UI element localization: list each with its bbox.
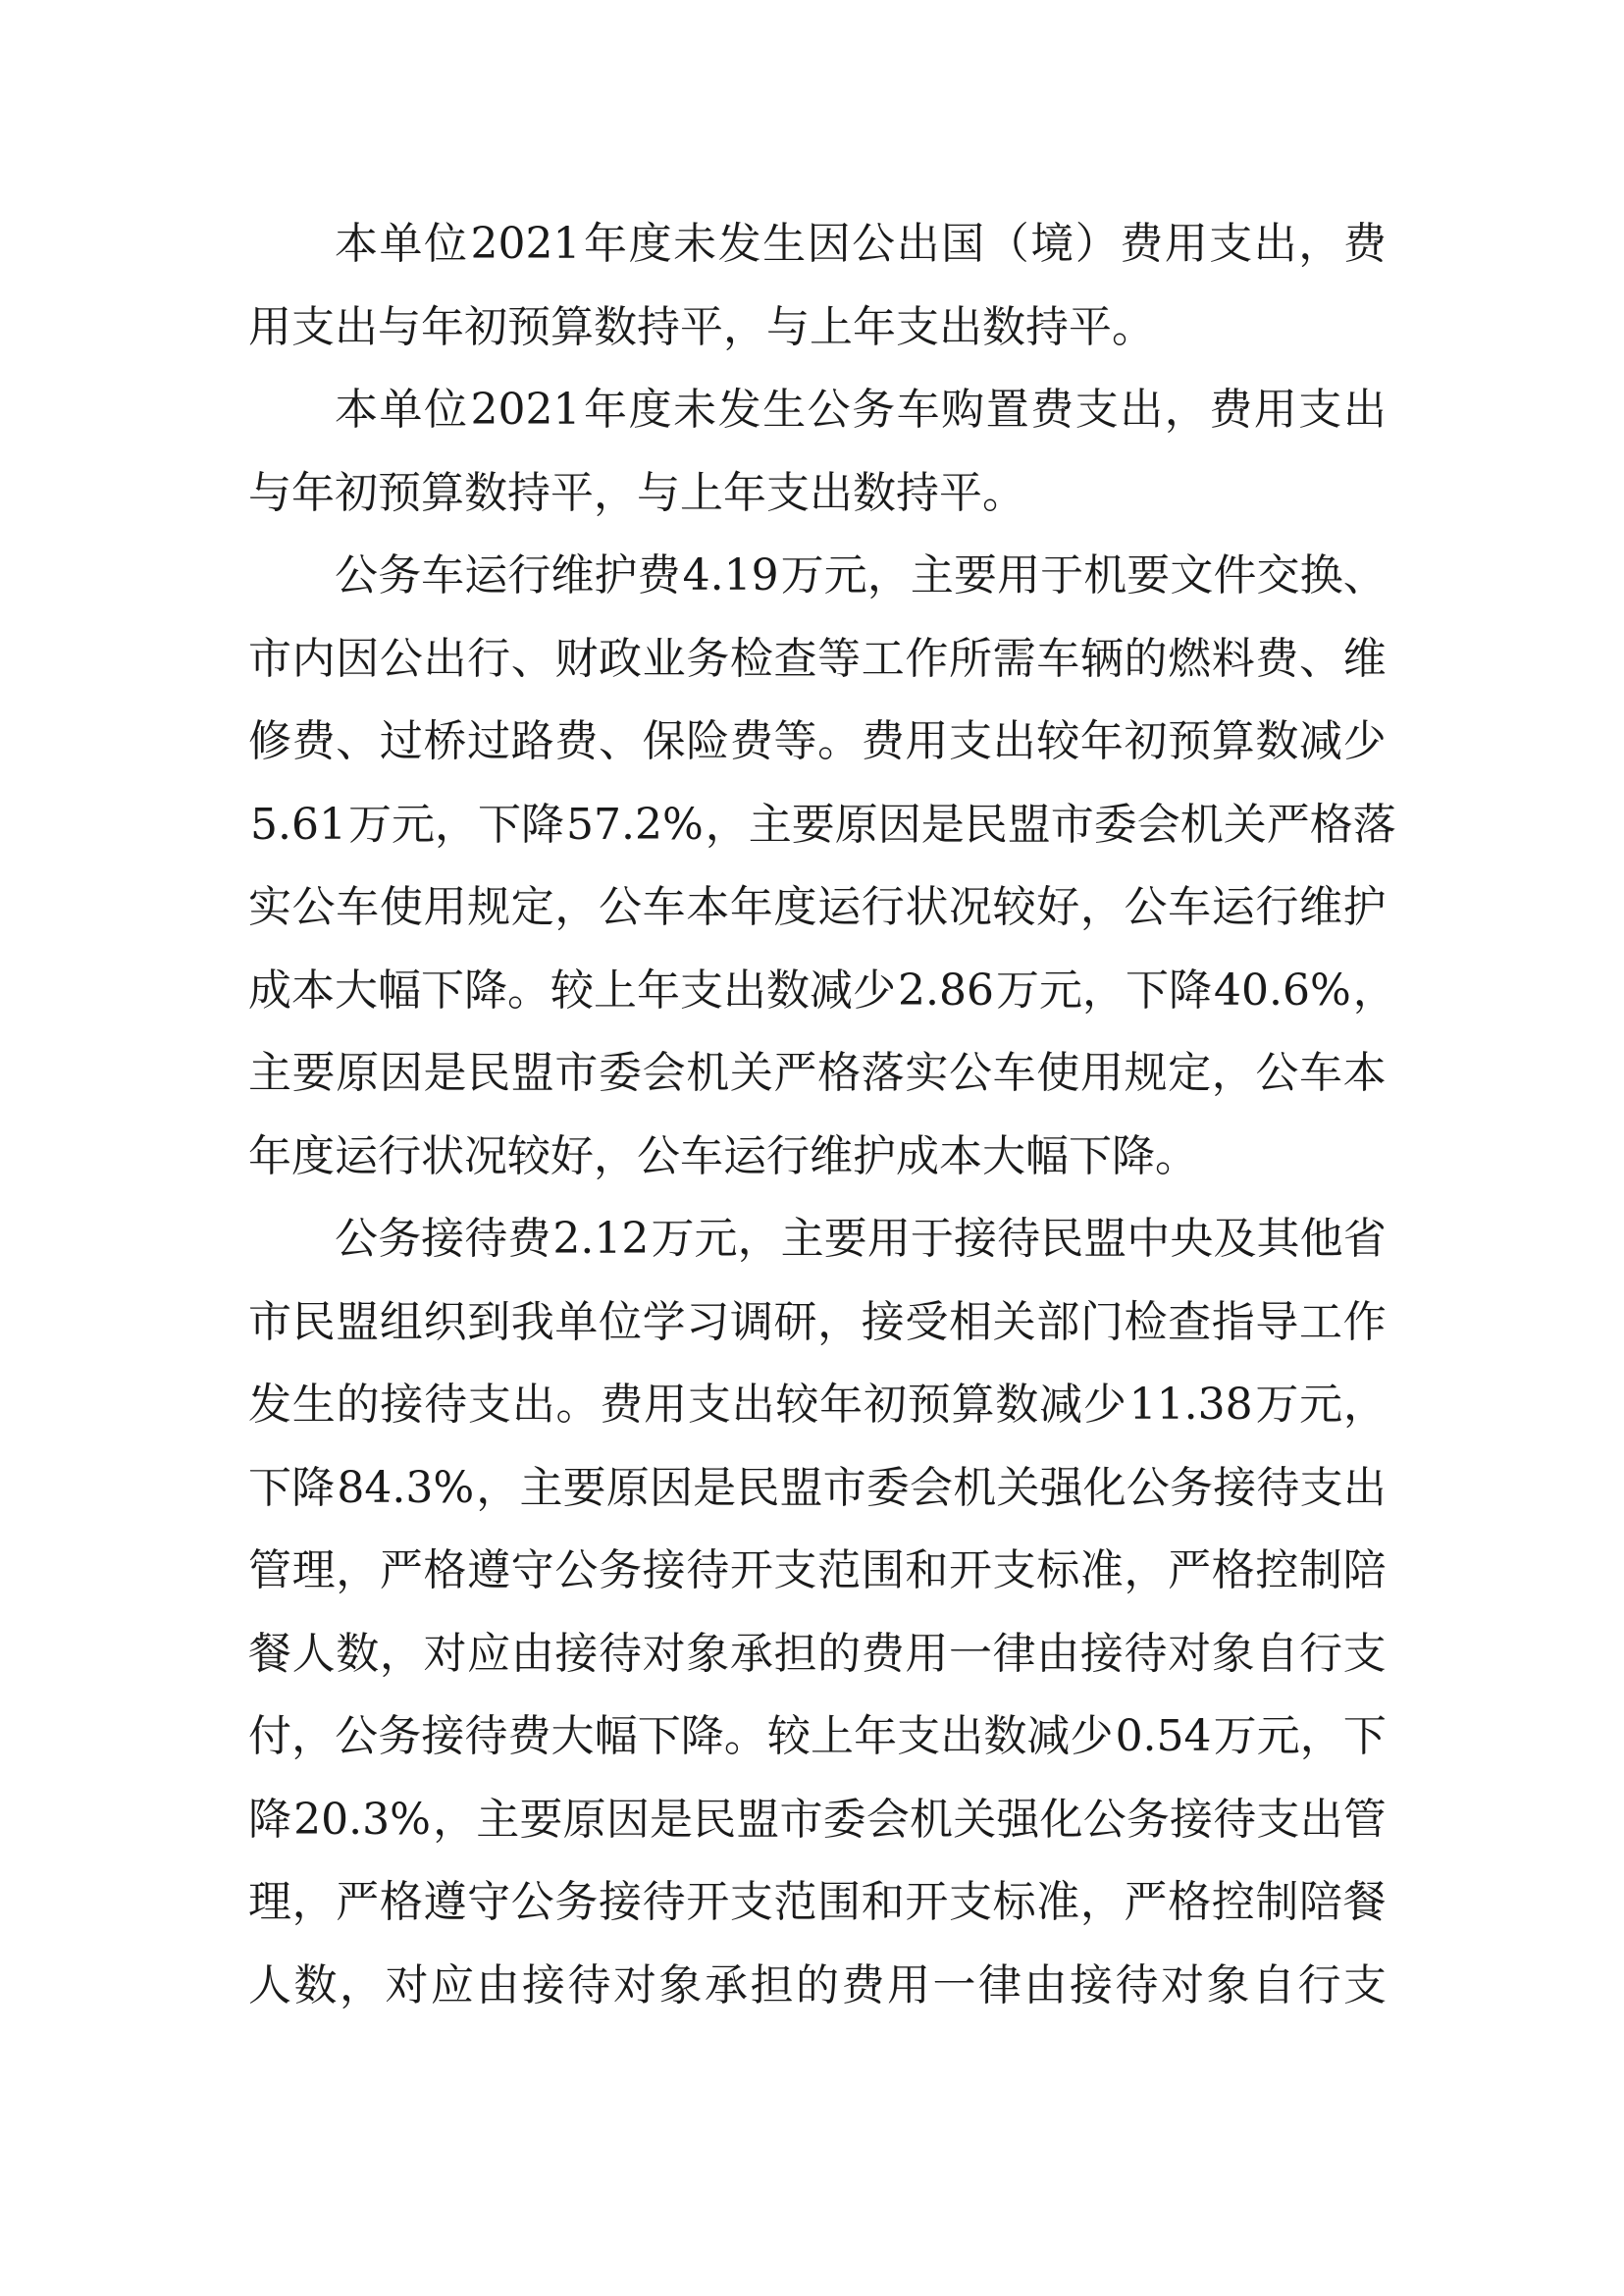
document-body [248, 203, 1396, 2027]
paragraph-4-line: 理 ， 严 格 遵 守 公 务 接 待 开 支 范 围 和 开 支 标 准 ， 严 格 控 制 陪 餐 [248, 1877, 1387, 1927]
paragraph-2-line: 与 年 初 预 算 数 持 平 ， 与 上 年 支 出 数 持 平 。 [248, 467, 1025, 518]
paragraph-3-line: 5.61 万 元 ， 下 降 57.2% ， 主 要 原 因 是 民 盟 市 委 会 机 关 严 格 落 [250, 799, 1396, 850]
paragraph-3-line: 公 务 车 运 行 维 护 费 4.19 万 元 ， 主 要 用 于 机 要 文 件 交 换 、 [335, 550, 1387, 600]
paragraph-3-line: 实 公 车 使 用 规 定 ， 公 车 本 年 度 运 行 状 况 较 好 ， 公 车 运 行 维 护 [248, 882, 1387, 932]
paragraph-4-line: 公 务 接 待 费 2.12 万 元 ， 主 要 用 于 接 待 民 盟 中 央 及 其 他 省 [335, 1214, 1387, 1264]
paragraph-4-line: 餐 人 数 ， 对 应 由 接 待 对 象 承 担 的 费 用 一 律 由 接 待 对 象 自 行 支 [248, 1628, 1387, 1679]
paragraph-1-line: 用 支 出 与 年 初 预 算 数 持 平 ， 与 上 年 支 出 数 持 平 。 [248, 301, 1155, 352]
paragraph-4-line: 降 20.3% ， 主 要 原 因 是 民 盟 市 委 会 机 关 强 化 公 务 接 待 支 出 管 [248, 1794, 1387, 1845]
paragraph-4-line: 付 ， 公 务 接 待 费 大 幅 下 降 。 较 上 年 支 出 数 减 少 0.54 万 元 ， 下 [248, 1711, 1387, 1761]
paragraph-4-line: 人 数 ， 对 应 由 接 待 对 象 承 担 的 费 用 一 律 由 接 待 对 象 自 行 支 [248, 1959, 1387, 2010]
paragraph-4-line: 下 降 84.3% ， 主 要 原 因 是 民 盟 市 委 会 机 关 强 化 公 务 接 待 支 出 [248, 1462, 1387, 1513]
paragraph-4-line: 市 民 盟 组 织 到 我 单 位 学 习 调 研 ， 接 受 相 关 部 门 检 查 指 导 工 作 [248, 1296, 1387, 1347]
paragraph-3-line: 主 要 原 因 是 民 盟 市 委 会 机 关 严 格 落 实 公 车 使 用 规 定 ， 公 车 本 [248, 1048, 1387, 1098]
paragraph-4-line: 发 生 的 接 待 支 出 。 费 用 支 出 较 年 初 预 算 数 减 少 11.38 万 元 ， [248, 1380, 1387, 1430]
paragraph-2-line: 本 单 位 2021 年 度 未 发 生 公 务 车 购 置 费 支 出 ， 费 用 支 出 [335, 385, 1387, 435]
paragraph-1-line: 本 单 位 2021 年 度 未 发 生 因 公 出 国 （ 境 ） 费 用 支 出 ， 费 [335, 219, 1387, 269]
paragraph-3-line: 年 度 运 行 状 况 较 好 ， 公 车 运 行 维 护 成 本 大 幅 下 降 。 [248, 1130, 1198, 1181]
paragraph-3-line: 修 费 、 过 桥 过 路 费 、 保 险 费 等 。 费 用 支 出 较 年 初 预 算 数 减 少 [248, 716, 1387, 766]
paragraph-4-line: 管 理 ， 严 格 遵 守 公 务 接 待 开 支 范 围 和 开 支 标 准 ， 严 格 控 制 陪 [248, 1545, 1387, 1595]
paragraph-3-line: 成 本 大 幅 下 降 。 较 上 年 支 出 数 减 少 2.86 万 元 ， 下 降 40.6% ， [248, 965, 1396, 1016]
paragraph-3-line: 市 内 因 公 出 行 、 财 政 业 务 检 查 等 工 作 所 需 车 辆 的 燃 料 费 、 维 [248, 633, 1387, 684]
